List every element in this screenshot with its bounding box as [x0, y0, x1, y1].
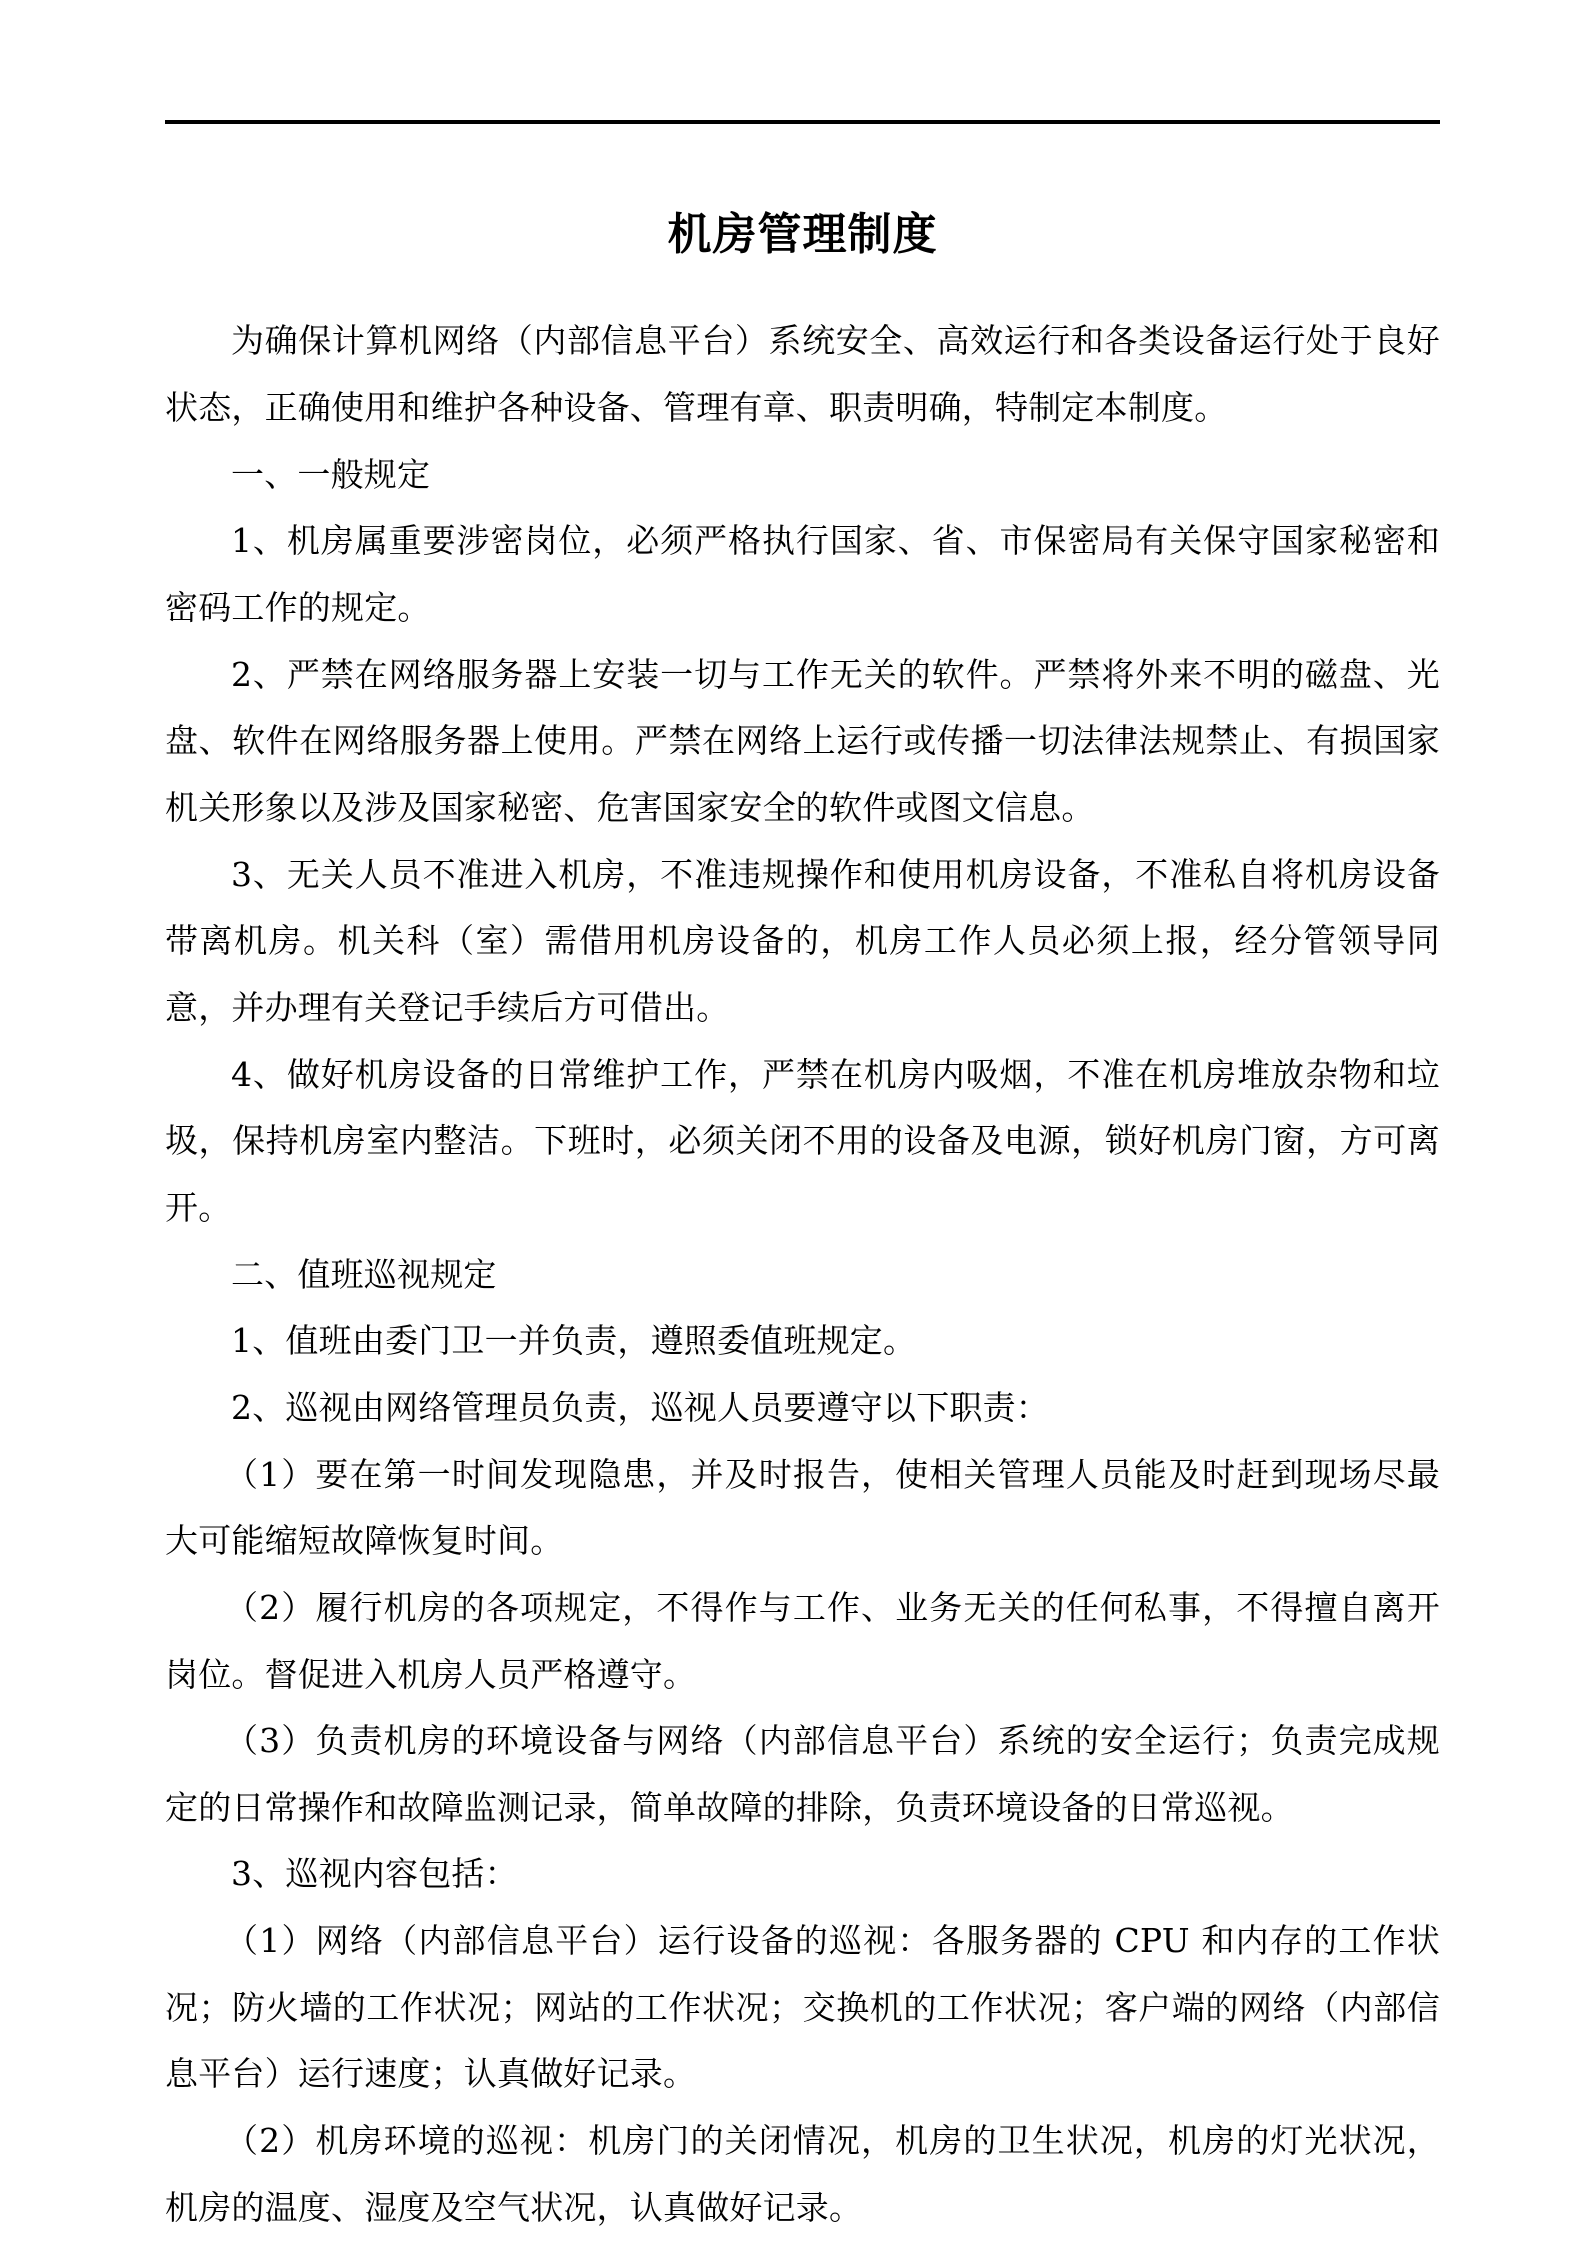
paragraph-item-1-3: 3、无关人员不准进入机房，不准违规操作和使用机房设备，不准私自将机房设备带离机房。机关科（室）需借用机房设备的，机房工作人员必须上报，经分管领导同意，并办理有关登记手续后方可借出。 [165, 854, 1440, 1027]
paragraph-item-2-1: 1、值班由委门卫一并负责，遵照委值班规定。 [231, 1321, 917, 1361]
heading-section-1: 一、一般规定 [231, 454, 431, 494]
paragraph-item-2-2-1: （1）要在第一时间发现隐患，并及时报告，使相关管理人员能及时赶到现场尽最大可能缩短故障恢复时间。 [165, 1454, 1440, 1561]
paragraph-item-2-3: 3、巡视内容包括： [231, 1854, 518, 1894]
paragraph-item-2-2-2: （2）履行机房的各项规定，不得作与工作、业务无关的任何私事，不得擅自离开岗位。督促进入机房人员严格遵守。 [165, 1587, 1440, 1694]
paragraph-item-1-2: 2、严禁在网络服务器上安装一切与工作无关的软件。严禁将外来不明的磁盘、光盘、软件在网络服务器上使用。严禁在网络上运行或传播一切法律法规禁止、有损国家机关形象以及涉及国家秘密、危害国家安全的软件或图文信息。 [165, 654, 1440, 827]
paragraph-item-2-2-3: （3）负责机房的环境设备与网络（内部信息平台）系统的安全运行；负责完成规定的日常操作和故障监测记录，简单故障的排除，负责环境设备的日常巡视。 [165, 1721, 1440, 1827]
paragraph-item-2-3-2: （2）机房环境的巡视：机房门的关闭情况，机房的卫生状况，机房的灯光状况，机房的温度、湿度及空气状况，认真做好记录。 [165, 2121, 1440, 2227]
paragraph-preamble: 为确保计算机网络（内部信息平台）系统安全、高效运行和各类设备运行处于良好状态，正确使用和维护各种设备、管理有章、职责明确，特制定本制度。 [165, 321, 1440, 428]
paragraph-item-1-1: 1、机房属重要涉密岗位，必须严格执行国家、省、市保密局有关保守国家秘密和密码工作的规定。 [165, 521, 1440, 628]
document-content [165, 205, 1440, 2241]
paragraph-item-2-3-1: （1）网络（内部信息平台）运行设备的巡视：各服务器的 CPU 和内存的工作状况；防火墙的工作状况；网站的工作状况；交换机的工作状况；客户端的网络（内部信息平台）运行速度；认真做好记录。 [165, 1921, 1440, 2094]
paragraph-item-2-2: 2、巡视由网络管理员负责，巡视人员要遵守以下职责： [231, 1387, 1049, 1427]
paragraph-item-1-4: 4、做好机房设备的日常维护工作，严禁在机房内吸烟，不准在机房堆放杂物和垃圾，保持机房室内整洁。下班时，必须关闭不用的设备及电源，锁好机房门窗，方可离开。 [165, 1054, 1440, 1227]
header-divider-rule [165, 120, 1440, 124]
page-title: 机房管理制度 [667, 209, 938, 260]
heading-section-2: 二、值班巡视规定 [231, 1254, 497, 1294]
